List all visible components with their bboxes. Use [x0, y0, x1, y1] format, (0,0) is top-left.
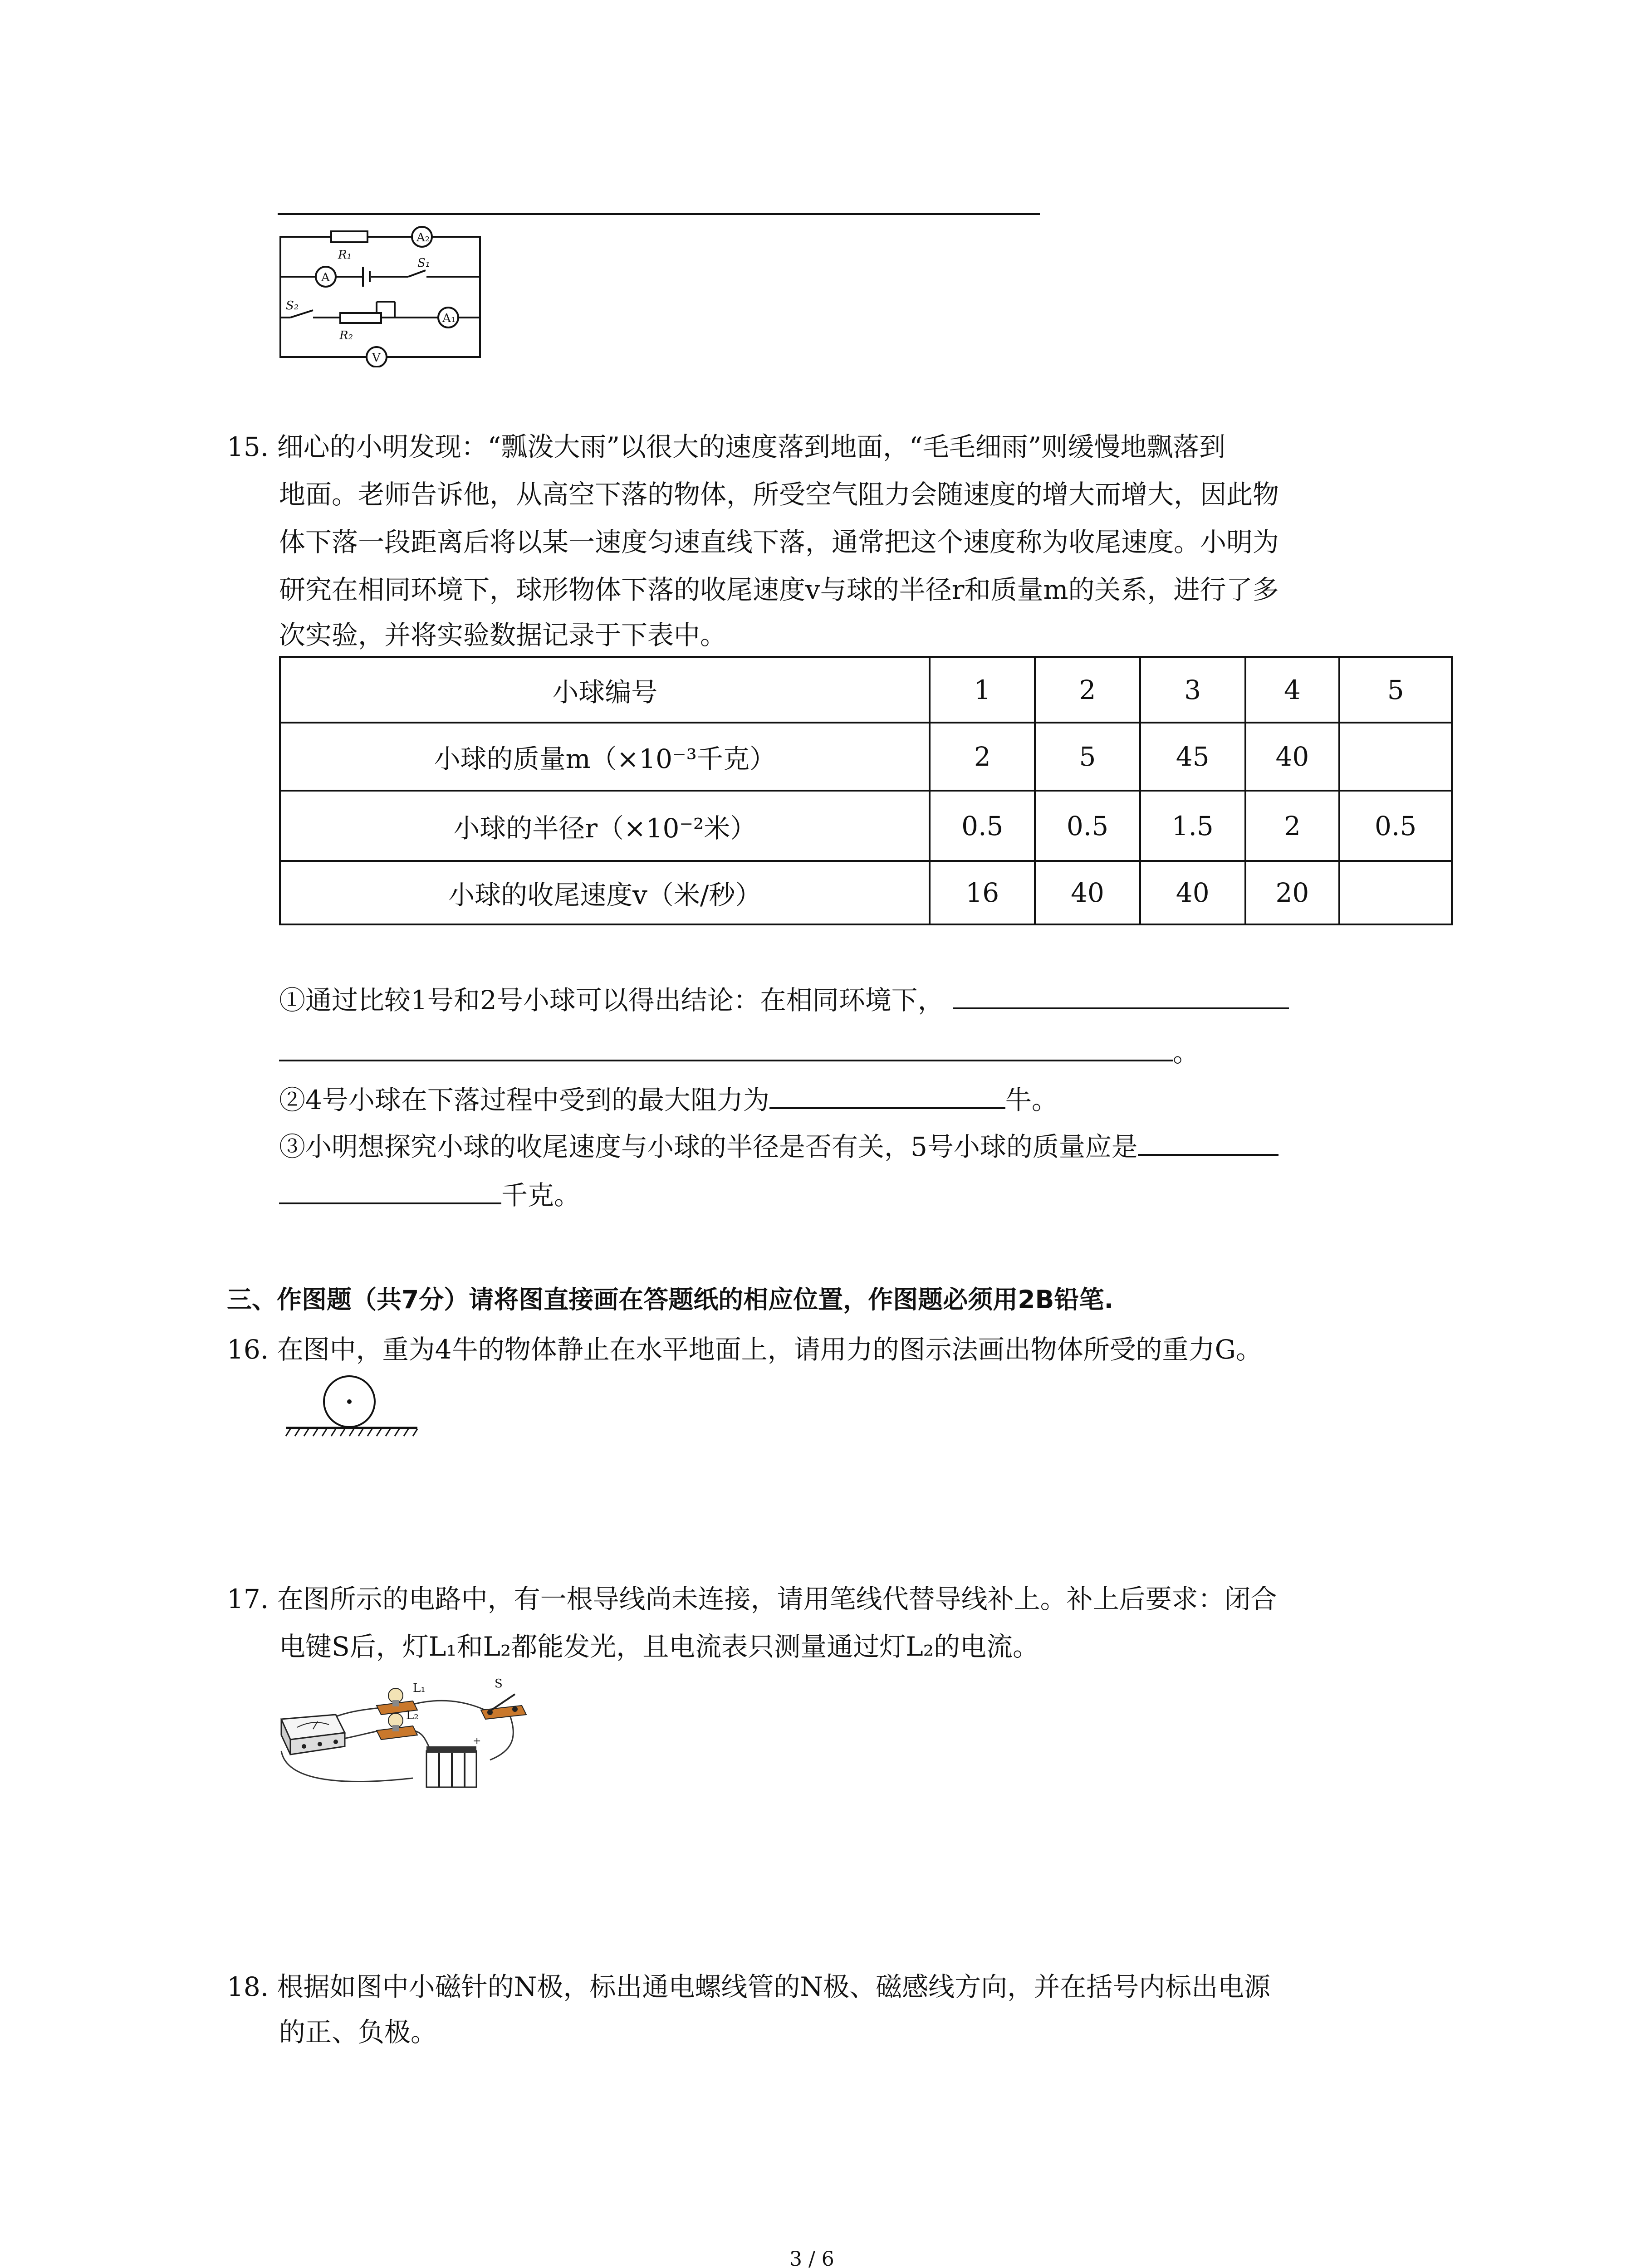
q18-line-1: 18. 根据如图中小磁针的N极，标出通电螺线管的N极、磁感线方向，并在括号内标出电源: [227, 1971, 1271, 2002]
label-r2: R₂: [339, 329, 353, 342]
table-row: [280, 791, 1452, 861]
q15-sub1-end: 。: [1173, 1037, 1200, 1068]
q15-line-2: 地面。老师告诉他，从高空下落的物体，所受空气阻力会随速度的增大而增大，因此物: [279, 479, 1279, 510]
label-l1: L₁: [413, 1681, 426, 1695]
table-row: [280, 723, 1452, 791]
q17-line-1: 17. 在图所示的电路中，有一根导线尚未连接，请用笔线代替导线补上。补上后要求：闭合: [227, 1584, 1277, 1614]
q15-sub3-unit: 千克。: [501, 1180, 581, 1211]
table-header-cell: 4: [1245, 657, 1340, 723]
q15-sub2: [279, 1077, 1058, 1123]
section-3-heading: 三、作图题（共7分）请将图直接画在答题纸的相应位置，作图题必须用2B铅笔.: [227, 1285, 1114, 1314]
table-row: [280, 657, 1452, 723]
q15-sub3: [279, 1124, 1279, 1169]
q15-sub2-unit: 牛。: [1005, 1085, 1058, 1115]
label-s2: S₂: [286, 299, 299, 313]
battery-pack: [426, 1735, 481, 1787]
label-a1: A₁: [442, 312, 456, 325]
q15-line-1: 15. 细心的小明发现：“瓢泼大雨”以很大的速度落到地面，“毛毛细雨”则缓慢地飘落到: [227, 431, 1226, 462]
table-cell: 45: [1140, 723, 1245, 791]
label-s: S: [495, 1677, 503, 1691]
table-cell: [1339, 861, 1452, 924]
table-cell: 40: [1035, 861, 1140, 924]
table-header-cell: 1: [930, 657, 1035, 723]
table-cell: [1339, 723, 1452, 791]
table-cell: 40: [1245, 723, 1340, 791]
label-v: V: [372, 351, 381, 365]
table-cell: 小球的收尾速度v（米/秒）: [280, 861, 930, 924]
answer-blank-3b[interactable]: [279, 1174, 501, 1204]
q15-sub3-cont: [279, 1173, 580, 1218]
q15-sub1-cont: [279, 1030, 1199, 1075]
svg-text:+: +: [473, 1735, 481, 1747]
rheostat-r2: [340, 313, 381, 323]
q18-line-2: 的正、负极。: [279, 2017, 437, 2048]
ball-center-dot: [347, 1399, 352, 1404]
table-cell: 小球的半径r（×10⁻²米）: [280, 791, 930, 861]
answer-blank-3[interactable]: [1138, 1126, 1279, 1156]
label-l2: L₂: [406, 1709, 419, 1722]
table-cell: 5: [1035, 723, 1140, 791]
q15-line-3: 体下落一段距离后将以某一速度匀速直线下落，通常把这个速度称为收尾速度。小明为: [279, 527, 1279, 557]
circuit-diagram-2: [277, 1674, 540, 1823]
q15-line-4: 研究在相同环境下，球形物体下落的收尾速度v与球的半径r和质量m的关系，进行了多: [279, 574, 1279, 605]
table-cell: 1.5: [1140, 791, 1245, 861]
label-a2: A₂: [416, 231, 430, 244]
table-row: [280, 861, 1452, 924]
table-cell: 2: [930, 723, 1035, 791]
answer-blank-1b[interactable]: [279, 1031, 1173, 1061]
resistor-r1: [331, 231, 367, 242]
table-header-cell: 2: [1035, 657, 1140, 723]
circuit-diagram-1: [272, 213, 490, 367]
data-table: [279, 656, 1453, 925]
table-cell: 40: [1140, 861, 1245, 924]
label-s1: S₁: [417, 256, 431, 270]
table-cell: 20: [1245, 861, 1340, 924]
table-cell: 小球的质量m（×10⁻³千克）: [280, 723, 930, 791]
table-header-cell: 小球编号: [280, 657, 930, 723]
ground-ball-figure: [281, 1374, 426, 1447]
ammeter-device: [281, 1715, 345, 1755]
label-a: A: [321, 271, 330, 284]
q16-text: 16. 在图中，重为4牛的物体静止在水平地面上，请用力的图示法画出物体所受的重力G。: [227, 1334, 1262, 1365]
label-r1: R₁: [338, 248, 352, 262]
page-number: 3 / 6: [789, 2248, 834, 2268]
table-cell: 2: [1245, 791, 1340, 861]
switch-s: [481, 1694, 526, 1719]
answer-blank-2[interactable]: [769, 1079, 1005, 1109]
table-header-cell: 5: [1339, 657, 1452, 723]
q17-line-2: 电键S后，灯L₁和L₂都能发光，且电流表只测量通过灯L₂的电流。: [279, 1631, 1039, 1662]
q15-sub3-text: ③小明想探究小球的收尾速度与小球的半径是否有关，5号小球的质量应是: [279, 1131, 1138, 1162]
table-cell: 0.5: [1035, 791, 1140, 861]
table-cell: 16: [930, 861, 1035, 924]
q15-sub2-text: ②4号小球在下落过程中受到的最大阻力为: [279, 1085, 769, 1115]
table-cell: 0.5: [930, 791, 1035, 861]
q15-line-5: 次实验，并将实验数据记录于下表中。: [279, 620, 727, 650]
answer-blank-1[interactable]: [953, 979, 1289, 1009]
table-header-cell: 3: [1140, 657, 1245, 723]
q15-sub1: [279, 978, 1289, 1023]
table-cell: 0.5: [1339, 791, 1452, 861]
q15-sub1-text: ①通过比较1号和2号小球可以得出结论：在相同环境下，: [279, 985, 944, 1016]
